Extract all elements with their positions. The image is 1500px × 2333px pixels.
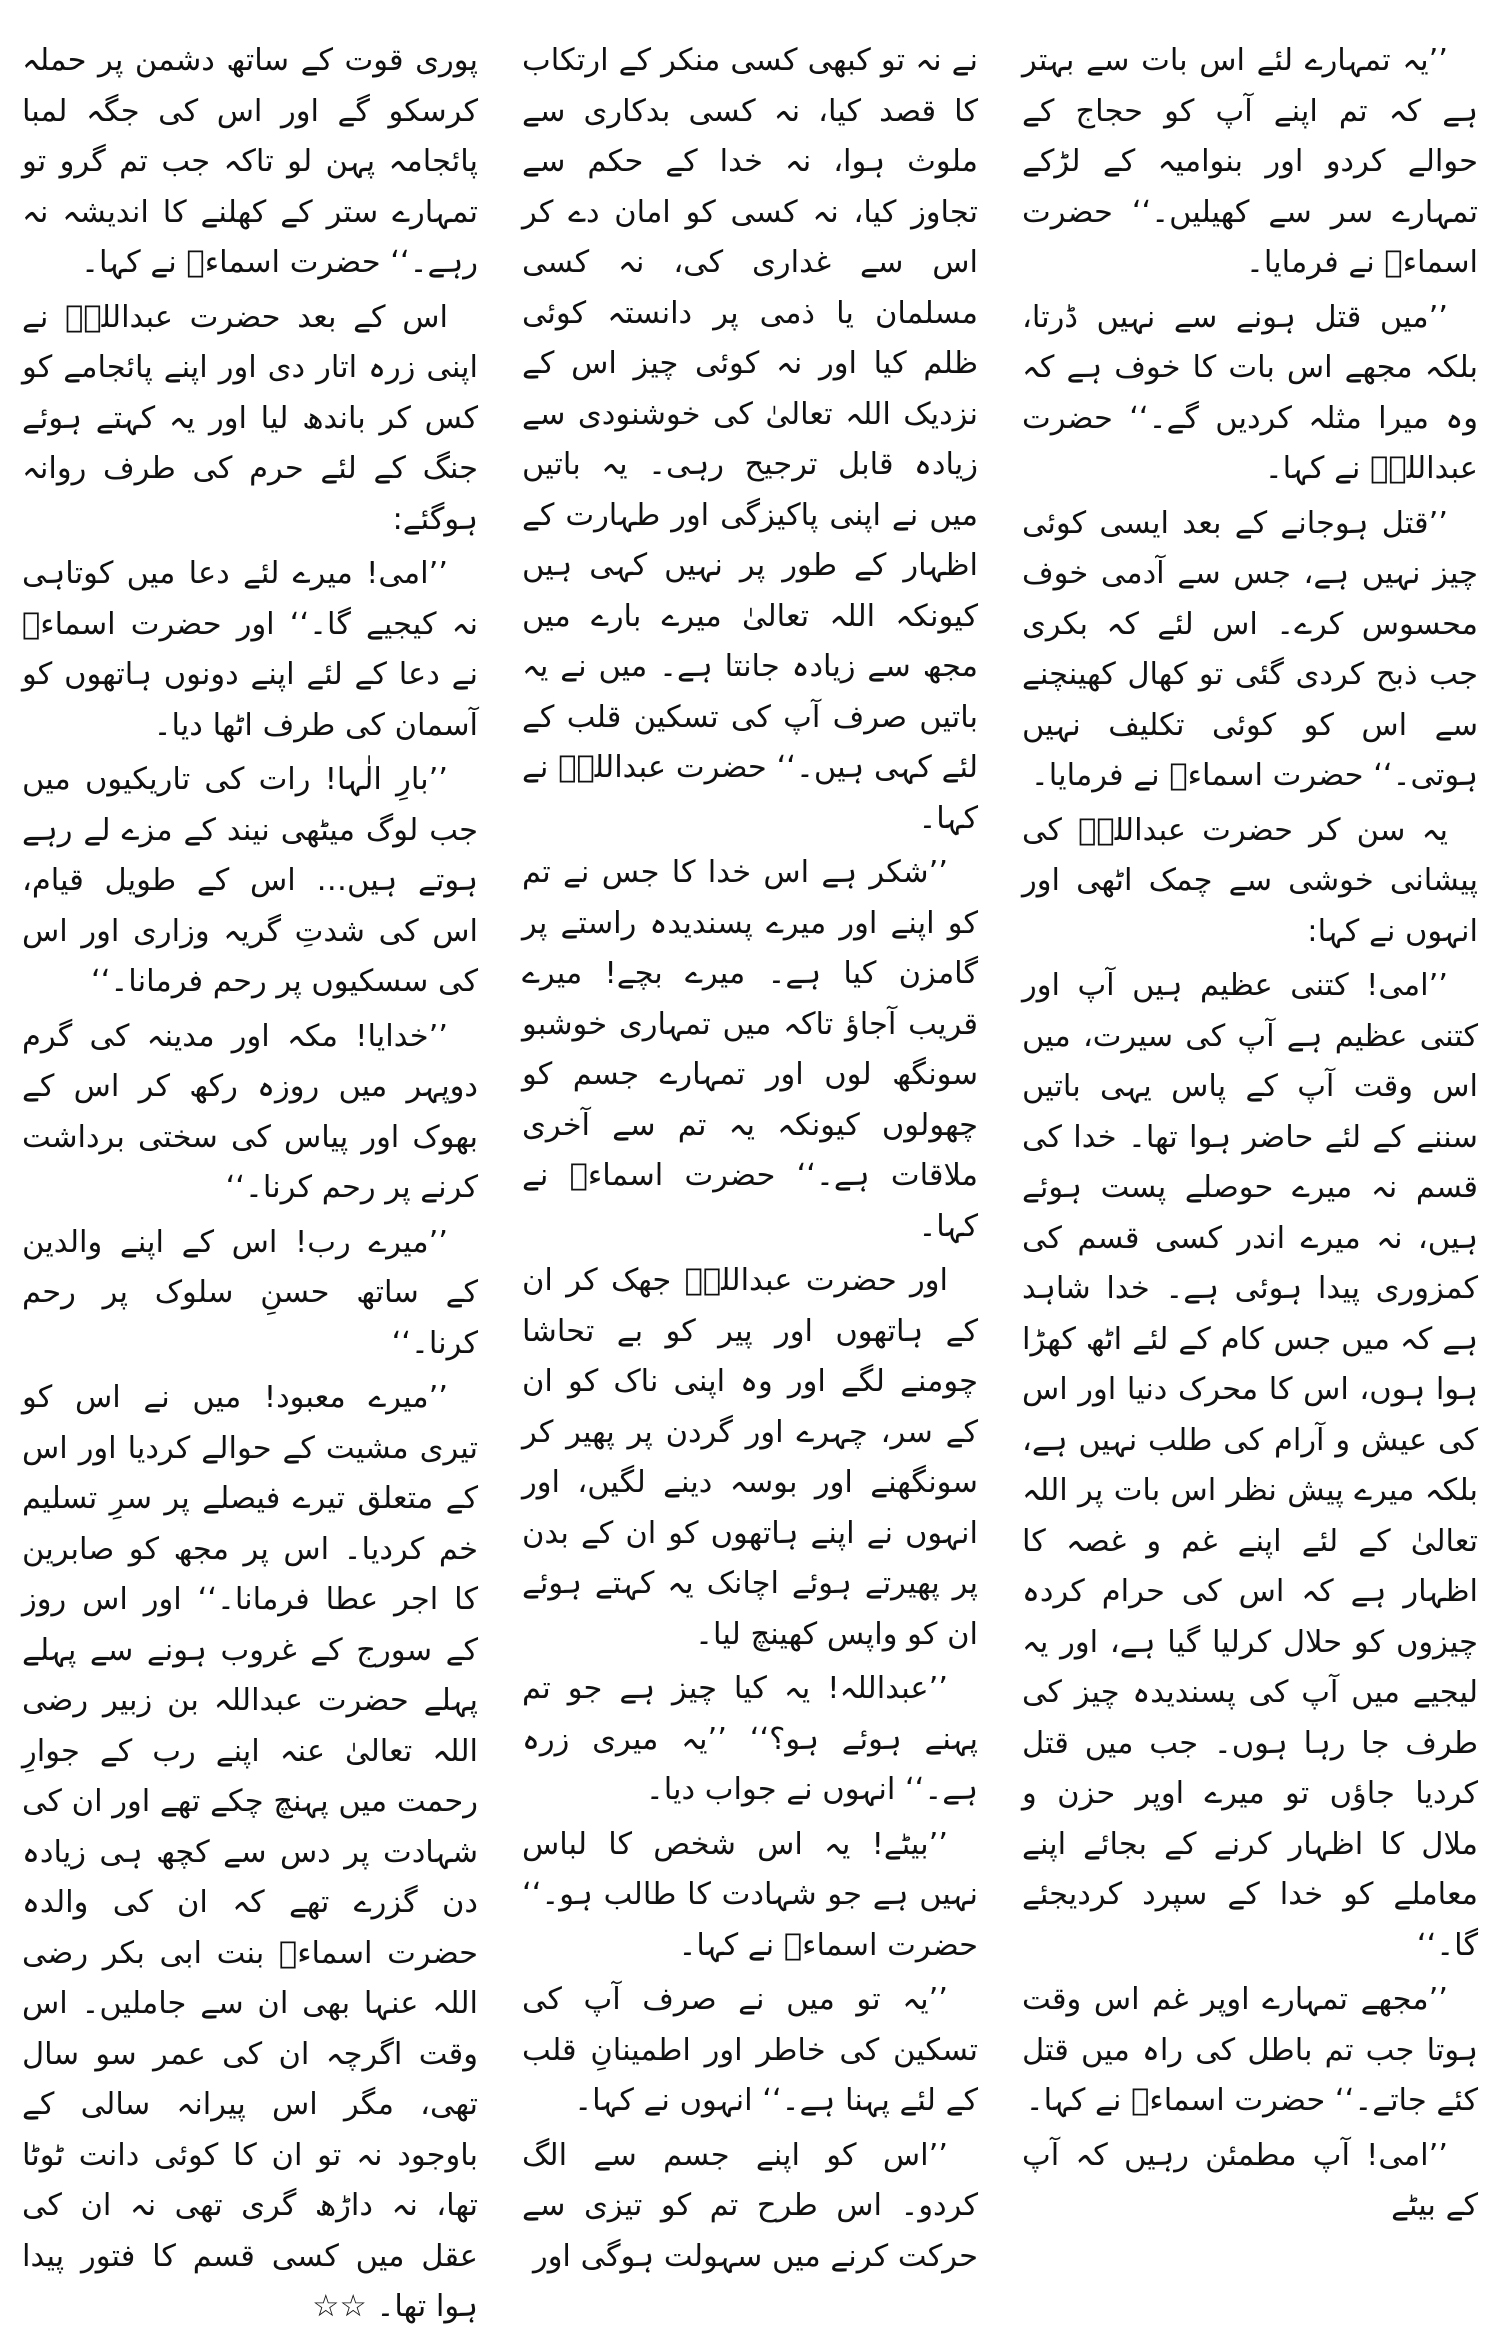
paragraph: ’’عبداللہ! یہ کیا چیز ہے جو تم پہنے ہوئے ہو؟‘‘ ’’یہ میری زرہ ہے۔‘‘ انہوں نے جواب دیا۔	[522, 1671, 978, 1807]
paragraph: ’’امی! کتنی عظیم ہیں آپ اور کتنی عظیم ہے آپ کی سیرت، میں اس وقت آپ کے پاس یہی باتیں سننے کے لئے حاضر ہوا تھا۔ خدا کی قسم نہ میرے حوصلے پست ہوئے ہیں، نہ میرے اندر کسی قسم کی کمزوری پیدا ہوئی ہے۔ خدا شاہد ہے کہ میں جس کام کے لئے اٹھ کھڑا ہوا ہوں، اس کا محرک دنیا اور اس کی عیش و آرام کی طلب نہیں ہے، بلکہ میرے پیش نظر اس بات پر اللہ تعالیٰ کے لئے اپنے غم و غصہ کا اظہار ہے کہ اس کی حرام کردہ چیزوں کو حلال کرلیا گیا ہے، اور یہ لیجیے میں آپ کی پسندیدہ چیز کی طرف جا رہا ہوں۔ جب میں قتل کردیا جاؤں تو میرے اوپر حزن و ملال کا اظہار کرنے کے بجائے اپنے معاملے کو خدا کے سپرد کردیجئے گا۔‘‘	[1022, 968, 1478, 1963]
paragraph: ’’بیٹے! یہ اس شخص کا لباس نہیں ہے جو شہادت کا طالب ہو۔‘‘ حضرت اسماءؓ نے کہا۔	[522, 1826, 978, 1963]
paragraph: ’’مجھے تمہارے اوپر غم اس وقت ہوتا جب تم باطل کی راہ میں قتل کئے جاتے۔‘‘ حضرت اسماءؓ نے کہا۔	[1022, 1982, 1478, 2118]
paragraph: یہ سن کر حضرت عبداللہؓ کی پیشانی خوشی سے چمک اٹھی اور انہوں نے کہا:	[1022, 812, 1478, 949]
text-column-middle	[522, 36, 978, 2274]
paragraph: ’’قتل ہوجانے کے بعد ایسی کوئی چیز نہیں ہے، جس سے آدمی خوف محسوس کرے۔ اس لئے کہ بکری جب ذبح کردی گئی تو کھال کھینچنے سے اس کو کوئی تکلیف نہیں ہوتی۔‘‘ حضرت اسماءؓ نے فرمایا۔	[1022, 505, 1478, 793]
paragraph: ’’میں قتل ہونے سے نہیں ڈرتا، بلکہ مجھے اس بات کا خوف ہے کہ وہ میرا مثلہ کردیں گے۔‘‘ حضرت عبداللہؓ نے کہا۔	[1022, 299, 1478, 486]
paragraph: ’’میرے رب! اس کے اپنے والدین کے ساتھ حسنِ سلوک پر رحم کرنا۔‘‘	[22, 1224, 478, 1361]
paragraph: ’’اس کو اپنے جسم سے الگ کردو۔ اس طرح تم کو تیزی سے حرکت کرنے میں سہولت ہوگی اور	[522, 2137, 978, 2274]
paragraph: ’’میرے معبود! میں نے اس کو تیری مشیت کے حوالے کردیا اور اس کے متعلق تیرے فیصلے پر سرِ تسلیم خم کردیا۔ اس پر مجھ کو صابرین کا اجر عطا فرمانا۔‘‘ اور اس روز کے سورج کے غروب ہونے سے پہلے پہلے حضرت عبداللہ بن زبیر رضی اللہ تعالیٰ عنہ اپنے رب کے جوارِ رحمت میں پہنچ چکے تھے اور ان کی شہادت پر دس سے کچھ ہی زیادہ دن گزرے تھے کہ ان کی والدہ حضرت اسماءؓ بنت ابی بکر رضی اللہ عنہا بھی ان سے جاملیں۔ اس وقت اگرچہ ان کی عمر سو سال تھی، مگر اس پیرانہ سالی کے باوجود نہ تو ان کا کوئی دانت ٹوٹا تھا، نہ داڑھ گری تھی نہ ان کی عقل میں کسی قسم کا فتور پیدا ہوا تھا۔ ☆☆	[22, 1380, 478, 2324]
paragraph: ’’یہ تمہارے لئے اس بات سے بہتر ہے کہ تم اپنے آپ کو حجاج کے حوالے کردو اور بنوامیہ کے لڑکے تمہارے سر سے کھیلیں۔‘‘ حضرت اسماءؓ نے فرمایا۔	[1022, 43, 1478, 280]
paragraph: پوری قوت کے ساتھ دشمن پر حملہ کرسکو گے اور اس کی جگہ لمبا پائجامہ پہن لو تاکہ جب تم گرو تو تمہارے ستر کے کھلنے کا اندیشہ نہ رہے۔‘‘ حضرت اسماءؓ نے کہا۔	[22, 43, 478, 280]
paragraph: ’’شکر ہے اس خدا کا جس نے تم کو اپنے اور میرے پسندیدہ راستے پر گامزن کیا ہے۔ میرے بچے! میرے قریب آجاؤ تاکہ میں تمہاری خوشبو سونگھ لوں اور تمہارے جسم کو چھولوں کیونکہ یہ تم سے آخری ملاقات ہے۔‘‘ حضرت اسماءؓ نے کہا۔	[522, 855, 978, 1244]
paragraph: نے نہ تو کبھی کسی منکر کے ارتکاب کا قصد کیا، نہ کسی بدکاری سے ملوث ہوا، نہ خدا کے حکم سے تجاوز کیا، نہ کسی کو امان دے کر اس سے غداری کی، نہ کسی مسلمان یا ذمی پر دانستہ کوئی ظلم کیا اور نہ کوئی چیز اس کے نزدیک اللہ تعالیٰ کی خوشنودی سے زیادہ قابل ترجیح رہی۔ یہ باتیں میں نے اپنی پاکیزگی اور طہارت کے اظہار کے طور پر نہیں کہی ہیں کیونکہ اللہ تعالیٰ میرے بارے میں مجھ سے زیادہ جانتا ہے۔ میں نے یہ باتیں صرف آپ کی تسکین قلب کے لئے کہی ہیں۔‘‘ حضرت عبداللہؓ نے کہا۔	[522, 43, 978, 836]
paragraph: ’’امی! آپ مطمئن رہیں کہ آپ کے بیٹے	[1022, 2137, 1478, 2223]
text-column-left	[22, 36, 478, 2324]
paragraph: اس کے بعد حضرت عبداللہؓ نے اپنی زرہ اتار دی اور اپنے پائجامے کو کس کر باندھ لیا اور یہ کہتے ہوئے جنگ کے لئے حرم کی طرف روانہ ہوگئے:	[22, 299, 478, 537]
paragraph: ’’خدایا! مکہ اور مدینہ کی گرم دوپہر میں روزہ رکھ کر اس کے بھوک اور پیاس کی سختی برداشت کرنے پر رحم کرنا۔‘‘	[22, 1018, 478, 1205]
paragraph: ’’امی! میرے لئے دعا میں کوتاہی نہ کیجیے گا۔‘‘ اور حضرت اسماءؓ نے دعا کے لئے اپنے دونوں ہاتھوں کو آسمان کی طرف اٹھا دیا۔	[22, 556, 478, 743]
paragraph: ’’بارِ الٰہا! رات کی تاریکیوں میں جب لوگ میٹھی نیند کے مزے لے رہے ہوتے ہیں… اس کے طویل قیام، اس کی شدتِ گریہ وزاری اور اس کی سسکیوں پر رحم فرمانا۔‘‘	[22, 762, 478, 999]
paragraph: ’’یہ تو میں نے صرف آپ کی تسکین کی خاطر اور اطمینانِ قلب کے لئے پہنا ہے۔‘‘ انہوں نے کہا۔	[522, 1982, 978, 2118]
paragraph: اور حضرت عبداللہؓ جھک کر ان کے ہاتھوں اور پیر کو بے تحاشا چومنے لگے اور وہ اپنی ناک کو ان کے سر، چہرے اور گردن پر پھیر کر سونگھنے اور بوسہ دینے لگیں، اور انہوں نے اپنے ہاتھوں کو ان کے بدن پر پھیرتے ہوئے اچانک یہ کہتے ہوئے ان کو واپس کھینچ لیا۔	[522, 1263, 978, 1652]
text-column-right	[1022, 36, 1478, 2223]
